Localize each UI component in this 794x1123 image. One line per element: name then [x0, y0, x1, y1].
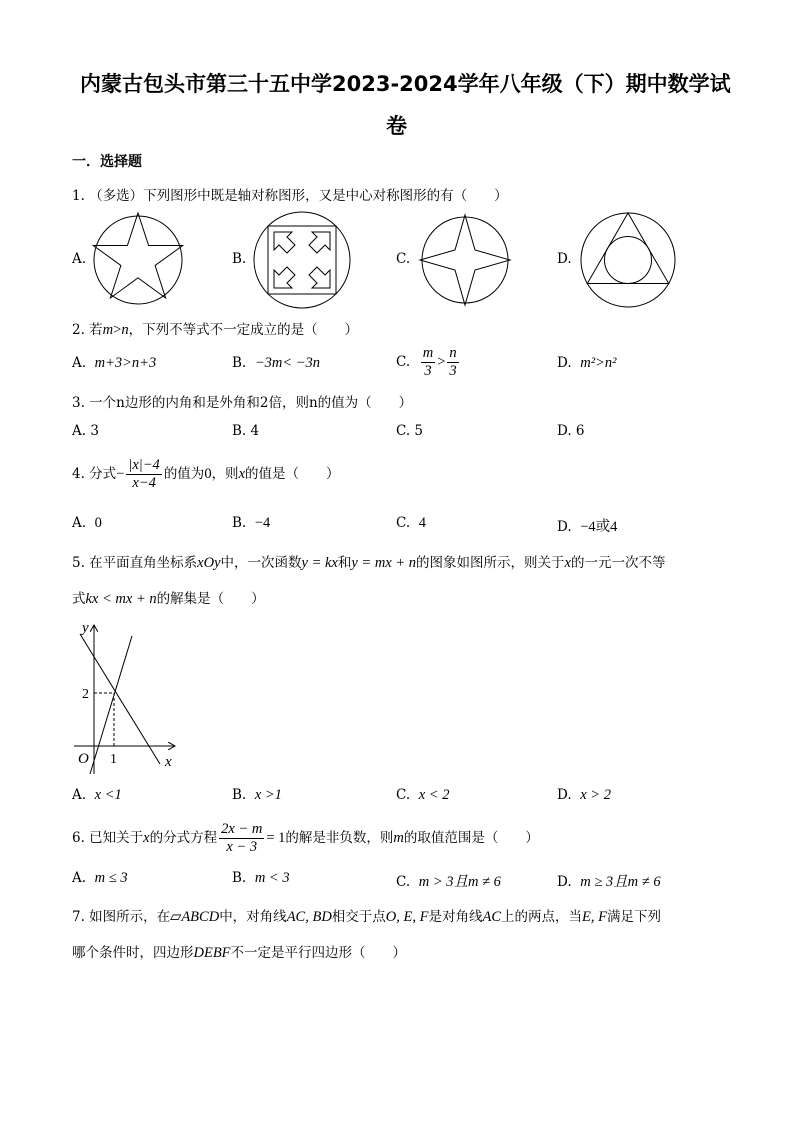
q5-option-c: C. x < 2	[396, 787, 450, 803]
figure-a-circle-star	[88, 210, 188, 310]
q2-option-c: C. $\frac{m}{3}$ > $\frac{n}{3}$	[396, 345, 457, 379]
q6-option-c: C. m > 3且m ≠ 6	[396, 874, 501, 890]
q1-option-a-label: A.	[72, 251, 87, 267]
line-y-mx-plus-n	[80, 634, 160, 764]
q3-option-a: A. 3	[72, 423, 99, 439]
question-7-line-1: 7. 如图所示，在▱ABCD中，对角线AC, BD相交于点O, E, F是对角线AC上的两点，当E, F满足下列	[72, 909, 661, 925]
figure-c-circle-four-point-star	[415, 210, 515, 310]
question-2-text: 2. 若m>n，下列不等式不一定成立的是（ ）	[72, 322, 359, 338]
q5-option-a: A. x <1	[72, 787, 122, 803]
q5-function-graph	[66, 616, 186, 776]
y-axis-label: y	[82, 620, 89, 636]
q1-option-d-label: D.	[557, 251, 572, 267]
q6-option-a: A. m ≤ 3	[72, 870, 128, 886]
figure-d-circle-triangle-circle	[578, 210, 678, 310]
question-5-line-1: 5. 在平面直角坐标系xOy中，一次函数y = kx和y = mx + n的图象如图所示，则关于x的一元一次不等	[72, 555, 666, 571]
q4-option-b: B. −4	[232, 515, 271, 531]
x-tick-label: 1	[110, 752, 117, 767]
q3-option-c: C. 5	[396, 423, 424, 439]
q3-option-d: D. 6	[557, 423, 585, 439]
q5-option-d: D. x > 2	[557, 787, 611, 803]
question-6-text: 6. 已知关于x的分式方程 $\frac{2x - m}{x - 3}$ = 1的解是非负数，则m的取值范围是（ ）	[72, 821, 539, 855]
q4-option-d: D. −4或4	[557, 519, 618, 535]
section-heading: 一．选择题	[72, 154, 142, 170]
y-tick-label: 2	[82, 687, 89, 702]
page-title: 内蒙古包头市第三十五中学2023-2024学年八年级（下）期中数学试	[80, 72, 731, 96]
origin-label: O	[78, 751, 89, 767]
question-4-text: 4. 分式− $\frac{|x|-4}{x-4}$ 的值为0，则x的值是（ ）	[72, 457, 340, 491]
question-1-text: 1. （多选）下列图形中既是轴对称图形，又是中心对称图形的有（ ）	[72, 188, 508, 204]
q2-option-b: B. −3m< −3n	[232, 355, 321, 371]
x-axis-label: x	[165, 754, 172, 770]
figure-b-circle-arrows	[252, 210, 352, 310]
question-7-line-2: 哪个条件时，四边形DEBF不一定是平行四边形（ ）	[72, 945, 407, 961]
q3-option-b: B. 4	[232, 423, 260, 439]
page-title-continued: 卷	[386, 114, 407, 138]
q2-option-d: D. m²>n²	[557, 355, 617, 371]
q2-option-a: A. m+3>n+3	[72, 355, 157, 371]
q4-option-c: C. 4	[396, 515, 426, 531]
q4-option-a: A. 0	[72, 515, 102, 531]
q6-option-d: D. m ≥ 3且m ≠ 6	[557, 874, 661, 890]
question-5-line-2: 式kx < mx + n的解集是（ ）	[72, 591, 265, 607]
q6-option-b: B. m < 3	[232, 870, 290, 886]
q5-option-b: B. x >1	[232, 787, 282, 803]
question-3-text: 3. 一个n边形的内角和是外角和2倍，则n的值为（ ）	[72, 395, 413, 411]
q1-option-b-label: B.	[232, 251, 247, 267]
q1-option-c-label: C.	[396, 251, 411, 267]
